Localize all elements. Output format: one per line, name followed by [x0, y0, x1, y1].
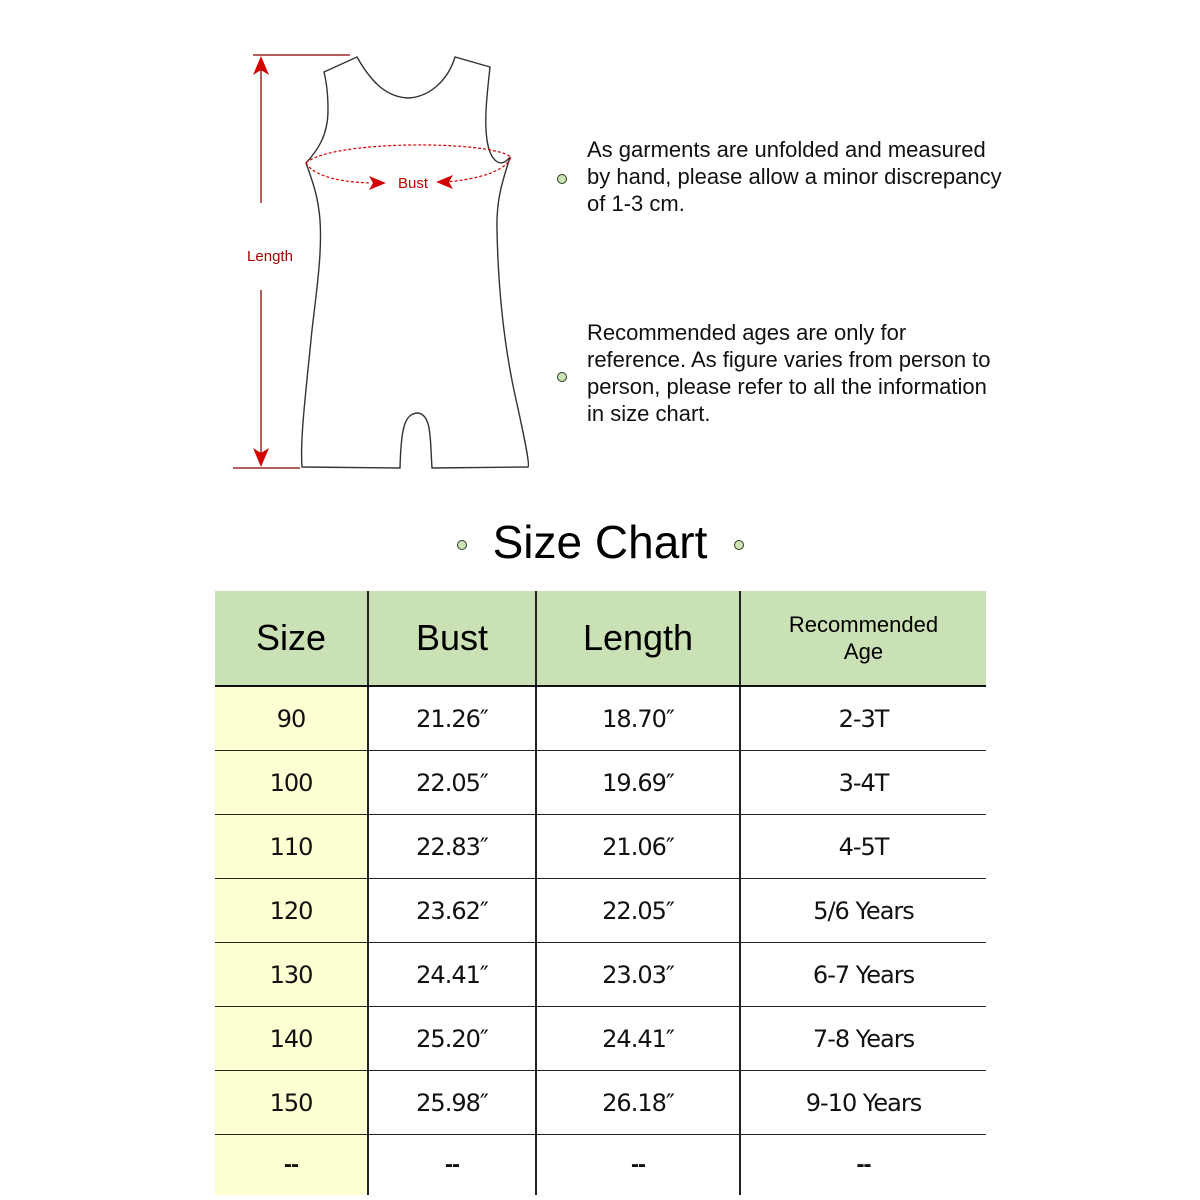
cell-size: 140 [215, 1007, 368, 1071]
length-label: Length [247, 248, 293, 265]
cell-bust: -- [368, 1135, 536, 1196]
table-row [215, 879, 986, 943]
note-discrepancy: As garments are unfolded and measured by hand, please allow a minor discrepancy of 1-3 cm. [587, 137, 1002, 216]
cell-age: 7-8 Years [740, 1007, 986, 1071]
size-chart-title: Size Chart [492, 516, 708, 568]
table-row [215, 1007, 986, 1071]
cell-size: 130 [215, 943, 368, 1007]
header-size: Size [215, 591, 368, 686]
arrow-right-icon [369, 176, 386, 190]
cell-age: -- [856, 1151, 871, 1178]
cell-bust: 22.83″ [368, 815, 536, 879]
cell-length: -- [536, 1135, 740, 1196]
bullet-icon [734, 540, 744, 550]
table-row [215, 686, 986, 751]
cell-age: 6-7 Years [740, 943, 986, 1007]
bullet-icon [557, 372, 567, 382]
table-row [215, 1135, 986, 1196]
cell-bust: 24.41″ [368, 943, 536, 1007]
garment-diagram [0, 0, 600, 500]
header-recommended-age [740, 591, 986, 686]
size-chart-table [215, 591, 986, 1195]
cell-length: 26.18″ [536, 1071, 740, 1135]
bust-label: Bust [397, 175, 429, 192]
cell-length: 21.06″ [536, 815, 740, 879]
header-bust: Bust [368, 591, 536, 686]
cell-length: 24.41″ [536, 1007, 740, 1071]
bust-measure-line-left [306, 163, 370, 183]
cell-size: 120 [215, 879, 368, 943]
cell-length: 19.69″ [536, 751, 740, 815]
cell-age: 5/6 Years [740, 879, 986, 943]
cell-size: 90 [215, 686, 368, 751]
cell-bust: 22.05″ [368, 751, 536, 815]
cell-length: 23.03″ [536, 943, 740, 1007]
cell-length: 22.05″ [536, 879, 740, 943]
garment-outline [302, 57, 529, 468]
cell-bust: 21.26″ [368, 686, 536, 751]
table-row [215, 1071, 986, 1135]
table-row [215, 751, 986, 815]
cell-length: 18.70″ [536, 686, 740, 751]
table-header-row [215, 591, 986, 686]
cell-age: 2-3T [740, 686, 986, 751]
header-recommended-age-label: Recommended Age [788, 612, 939, 664]
header-length: Length [536, 591, 740, 686]
cell-age: 4-5T [740, 815, 986, 879]
note-recommended-ages: Recommended ages are only for reference. As figure varies from person to person, please refer to all the information in size chart. [587, 320, 991, 426]
cell-age: 9-10 Years [740, 1071, 986, 1135]
cell-age: 3-4T [740, 751, 986, 815]
cell-bust: 23.62″ [368, 879, 536, 943]
cell-bust: 25.20″ [368, 1007, 536, 1071]
cell-bust: 25.98″ [368, 1071, 536, 1135]
cell-size: 110 [215, 815, 368, 879]
cell-size: -- [215, 1135, 368, 1196]
cell-size: 100 [215, 751, 368, 815]
table-row [215, 943, 986, 1007]
bullet-icon [557, 174, 567, 184]
cell-size: 150 [215, 1071, 368, 1135]
table-row [215, 815, 986, 879]
